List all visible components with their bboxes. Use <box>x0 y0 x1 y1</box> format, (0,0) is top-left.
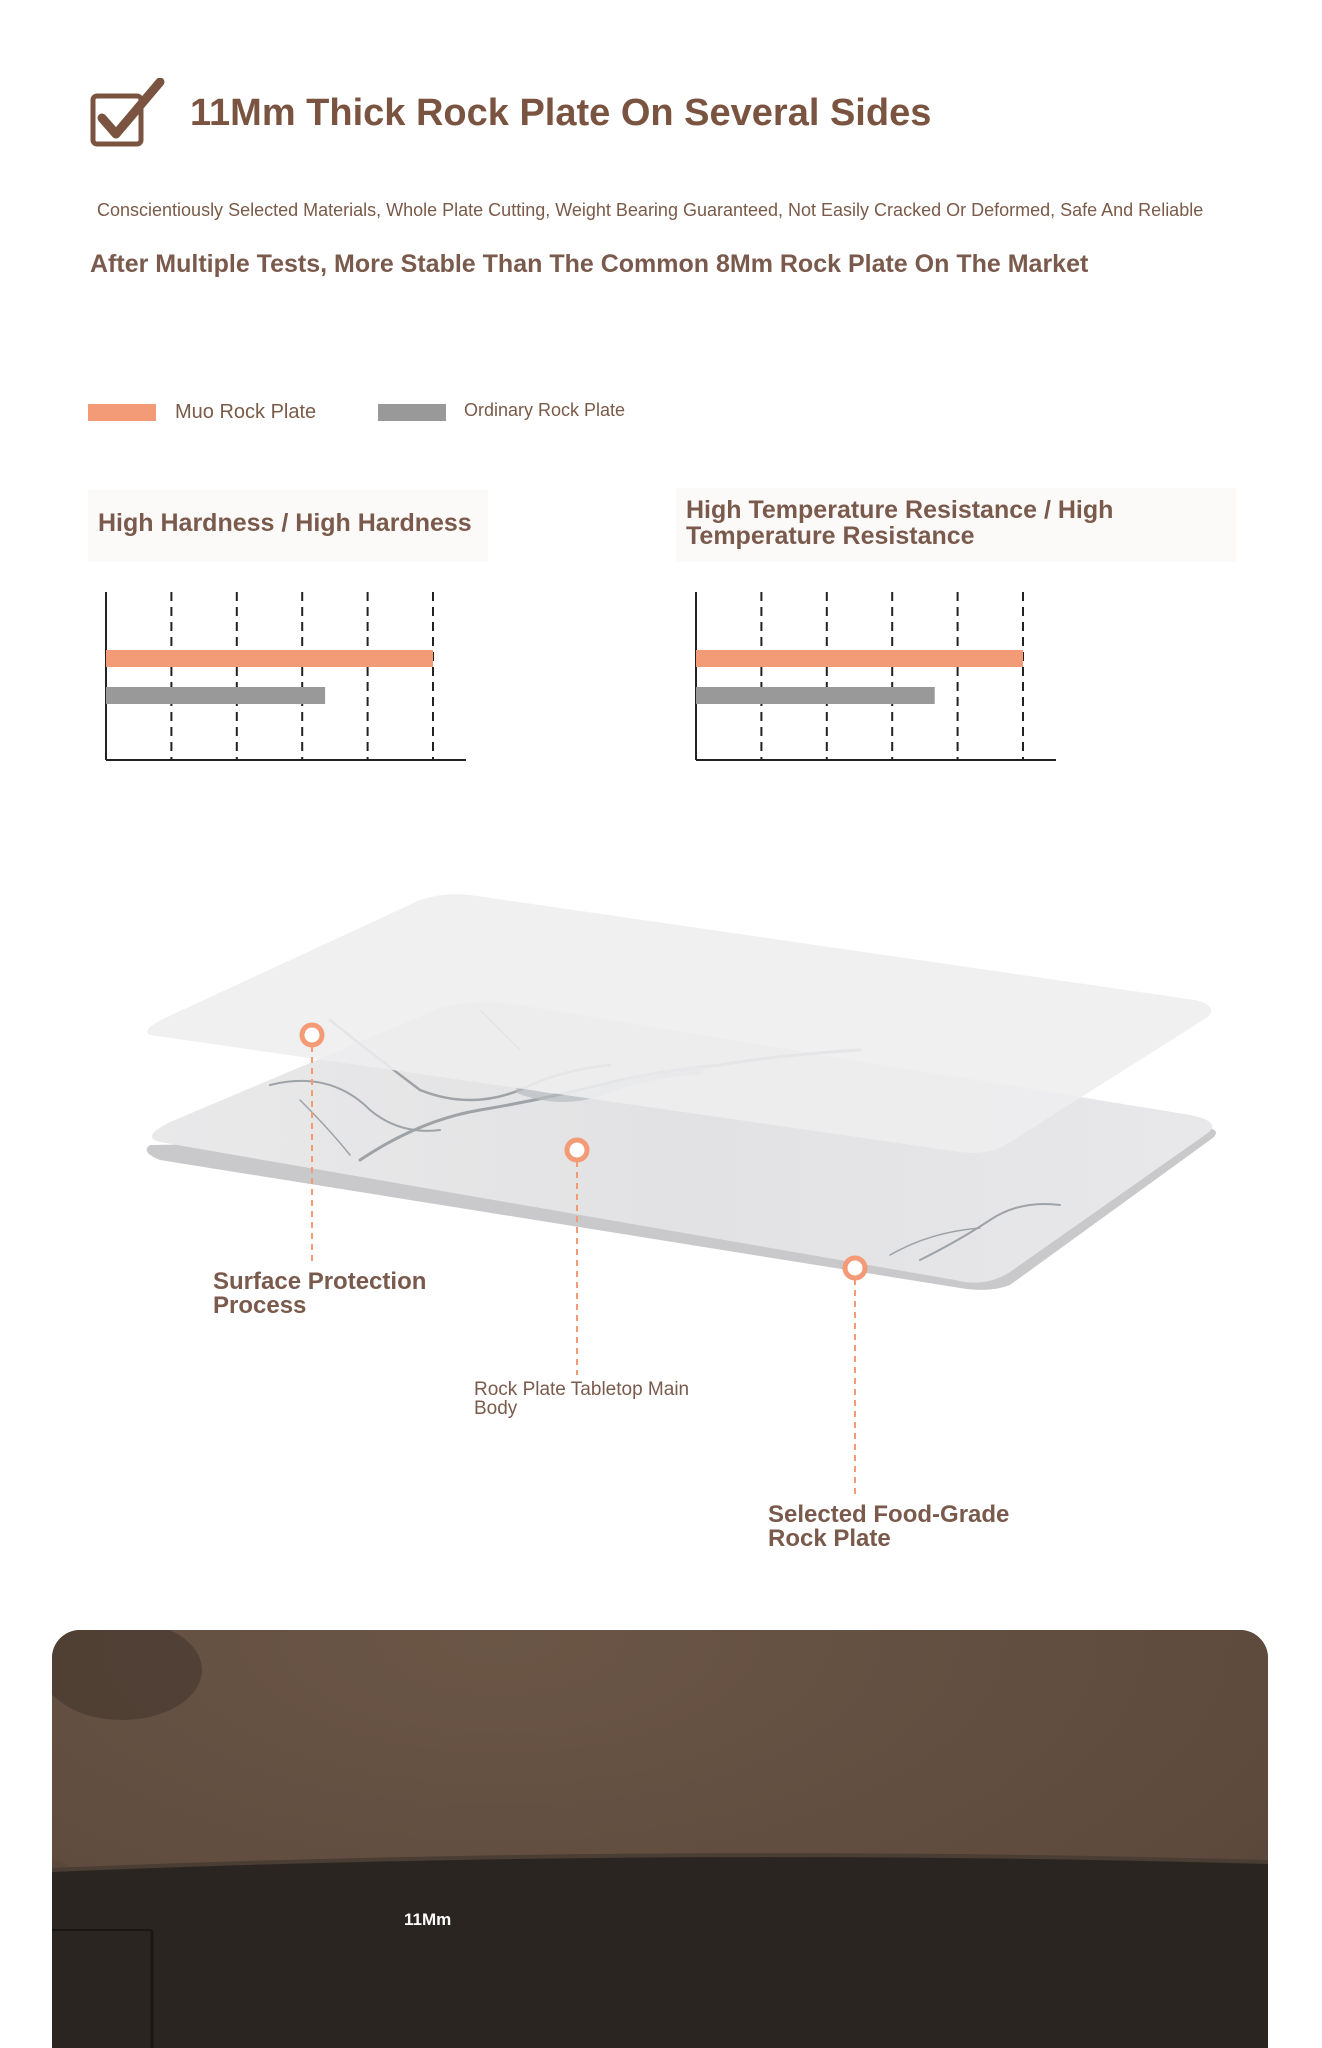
bar-ordinary <box>696 687 935 704</box>
chart-hardness <box>100 590 480 765</box>
page-tagline: After Multiple Tests, More Stable Than The Common 8Mm Rock Plate On The Market <box>90 250 1089 278</box>
callout-food-grade: Selected Food-Grade Rock Plate <box>768 1501 1010 1552</box>
page-title: 11Mm Thick Rock Plate On Several Sides <box>190 92 932 134</box>
checkbox-icon <box>88 78 166 150</box>
callout-tabletop-body: Rock Plate Tabletop Main Body <box>474 1379 690 1419</box>
legend-swatch-muo <box>88 404 156 421</box>
bar-muo <box>696 650 1023 667</box>
product-photo <box>52 1630 1268 2048</box>
bar-muo <box>106 650 433 667</box>
legend-label-muo: Muo Rock Plate <box>175 401 317 423</box>
callout-surface-protection: Surface Protection Process <box>213 1268 427 1319</box>
rock-plate-layers-illustration <box>0 860 1322 1380</box>
callout-line-food-grade <box>850 1378 860 1498</box>
chart-title-hardness: High Hardness / High Hardness <box>98 509 472 537</box>
chart-title-temperature: High Temperature Resistance / High Temperature Resistance <box>686 496 1114 550</box>
page-subtitle: Conscientiously Selected Materials, Whole Plate Cutting, Weight Bearing Guaranteed, Not Easily Cracked Or Deformed, Safe And Reliable <box>97 200 1204 220</box>
bar-ordinary <box>106 687 325 704</box>
thickness-label: 11Mm <box>404 1910 452 1929</box>
chart-temperature <box>690 590 1070 765</box>
legend-label-ordinary: Ordinary Rock Plate <box>464 400 626 420</box>
legend-swatch-ordinary <box>378 404 446 421</box>
